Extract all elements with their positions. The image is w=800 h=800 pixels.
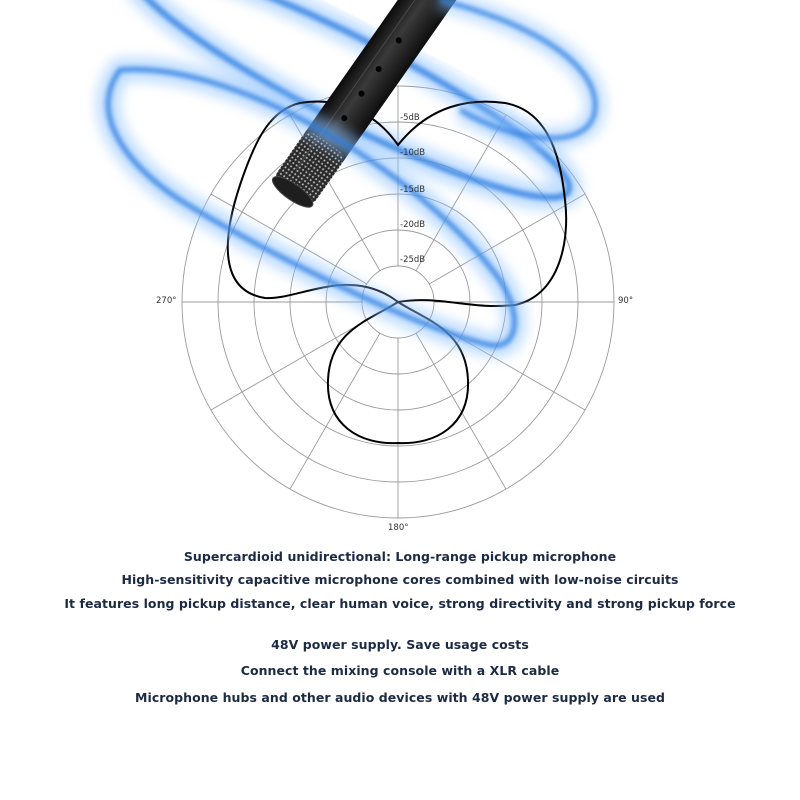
db-labels bbox=[400, 113, 425, 265]
angle-label-270: 270° bbox=[156, 296, 177, 306]
angle-label-90: 90° bbox=[618, 296, 634, 306]
angle-label-180: 180° bbox=[388, 523, 409, 533]
db-label: -25dB bbox=[400, 255, 426, 265]
caption-line: It features long pickup distance, clear human voice, strong directivity and strong pickup force bbox=[64, 596, 736, 611]
db-label: -20dB bbox=[400, 220, 426, 230]
db-label: -15dB bbox=[400, 185, 426, 195]
caption-line: Supercardioid unidirectional: Long-range pickup microphone bbox=[183, 549, 617, 564]
db-label: -10dB bbox=[400, 148, 426, 158]
caption-line: High-sensitivity capacitive microphone cores combined with low-noise circuits bbox=[121, 572, 679, 587]
db-label: -5dB bbox=[400, 113, 420, 123]
caption-line: Microphone hubs and other audio devices with 48V power supply are used bbox=[135, 690, 665, 705]
caption-line: 48V power supply. Save usage costs bbox=[271, 637, 529, 652]
caption-line: Connect the mixing console with a XLR cable bbox=[240, 663, 560, 678]
blue-ring-front bbox=[108, 0, 595, 346]
